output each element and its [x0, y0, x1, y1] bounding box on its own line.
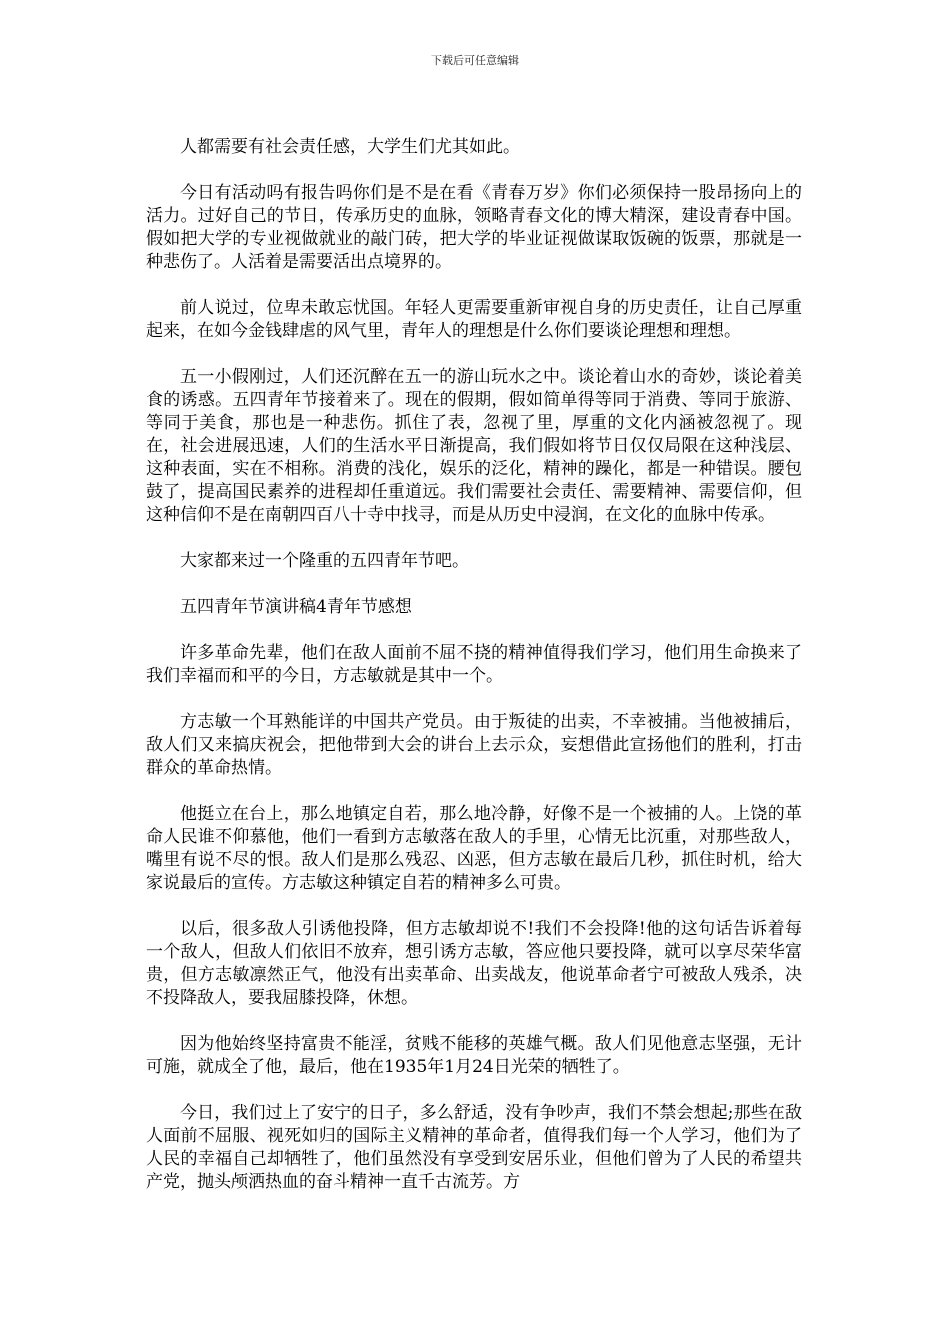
paragraph-11: 因为他始终坚持富贵不能淫，贫贱不能移的英雄气概。敌人们见他意志坚强，无计可施，就成全了他，最后，他在1935年1月24日光荣的牺牲了。	[146, 1034, 802, 1077]
page-header: 下载后可任意编辑	[431, 54, 519, 67]
paragraph-7: 许多革命先辈，他们在敌人面前不屈不挠的精神值得我们学习，他们用生命换来了我们幸福而和平的今日，方志敏就是其中一个。	[146, 643, 802, 686]
paragraph-3: 前人说过，位卑未敢忘忧国。年轻人更需要重新审视自身的历史责任，让自己厚重起来，在如今金钱肆虐的风气里，青年人的理想是什么你们要谈论理想和理想。	[146, 298, 802, 341]
paragraph-4: 五一小假刚过，人们还沉醉在五一的游山玩水之中。谈论着山水的奇妙，谈论着美食的诱惑。五四青年节接着来了。现在的假期，假如简单得等同于消费、等同于旅游、等同于美食，那也是一种悲伤。抓住了表，忽视了里，厚重的文化内涵被忽视了。现在，社会进展迅速，人们的生活水平日渐提高，我们假如将节日仅仅局限在这种浅层、这种表面，实在不相称。消费的浅化，娱乐的泛化，精神的躁化，都是一种错误。腰包鼓了，提高国民素养的进程却任重道远。我们需要社会责任、需要精神、需要信仰，但这种信仰不是在南朝四百八十寺中找寻，而是从历史中浸润，在文化的血脉中传承。	[146, 367, 802, 525]
paragraph-2: 今日有活动吗有报告吗你们是不是在看《青春万岁》你们必须保持一股昂扬向上的活力。过好自己的节日，传承历史的血脉，领略青春文化的博大精深，建设青春中国。假如把大学的专业视做就业的敲门砖，把大学的毕业证视做谋取饭碗的饭票，那就是一种悲伤了。人活着是需要活出点境界的。	[146, 183, 802, 272]
paragraph-10: 以后，很多敌人引诱他投降，但方志敏却说不!我们不会投降!他的这句话告诉着每一个敌人，但敌人们依旧不放弃，想引诱方志敏，答应他只要投降，就可以享尽荣华富贵，但方志敏凛然正气，他没有出卖革命、出卖战友，他说革命者宁可被敌人残杀，决不投降敌人，要我屈膝投降，休想。	[146, 919, 802, 1008]
paragraph-5: 大家都来过一个隆重的五四青年节吧。	[180, 551, 469, 571]
paragraph-12: 今日，我们过上了安宁的日子，多么舒适，没有争吵声，我们不禁会想起;那些在敌人面前不屈服、视死如归的国际主义精神的革命者，值得我们每一个人学习，他们为了人民的幸福自己却牺牲了，他们虽然没有享受到安居乐业，但他们曾为了人民的希望共产党，抛头颅洒热血的奋斗精神一直千古流芳。方	[146, 1103, 802, 1192]
document-body	[146, 136, 802, 1217]
paragraph-9: 他挺立在台上，那么地镇定自若，那么地冷静，好像不是一个被捕的人。上饶的革命人民谁不仰慕他，他们一看到方志敏落在敌人的手里，心情无比沉重，对那些敌人，嘴里有说不尽的恨。敌人们是那么残忍、凶恶，但方志敏在最后几秒，抓住时机，给大家说最后的宣传。方志敏这种镇定自若的精神多么可贵。	[146, 804, 802, 893]
section-title: 五四青年节演讲稿4青年节感想	[180, 597, 412, 617]
paragraph-8: 方志敏一个耳熟能详的中国共产党员。由于叛徒的出卖，不幸被捕。当他被捕后，敌人们又来搞庆祝会，把他带到大会的讲台上去示众，妄想借此宣扬他们的胜利，打击群众的革命热情。	[146, 712, 802, 778]
paragraph-1: 人都需要有社会责任感，大学生们尤其如此。	[180, 137, 520, 157]
